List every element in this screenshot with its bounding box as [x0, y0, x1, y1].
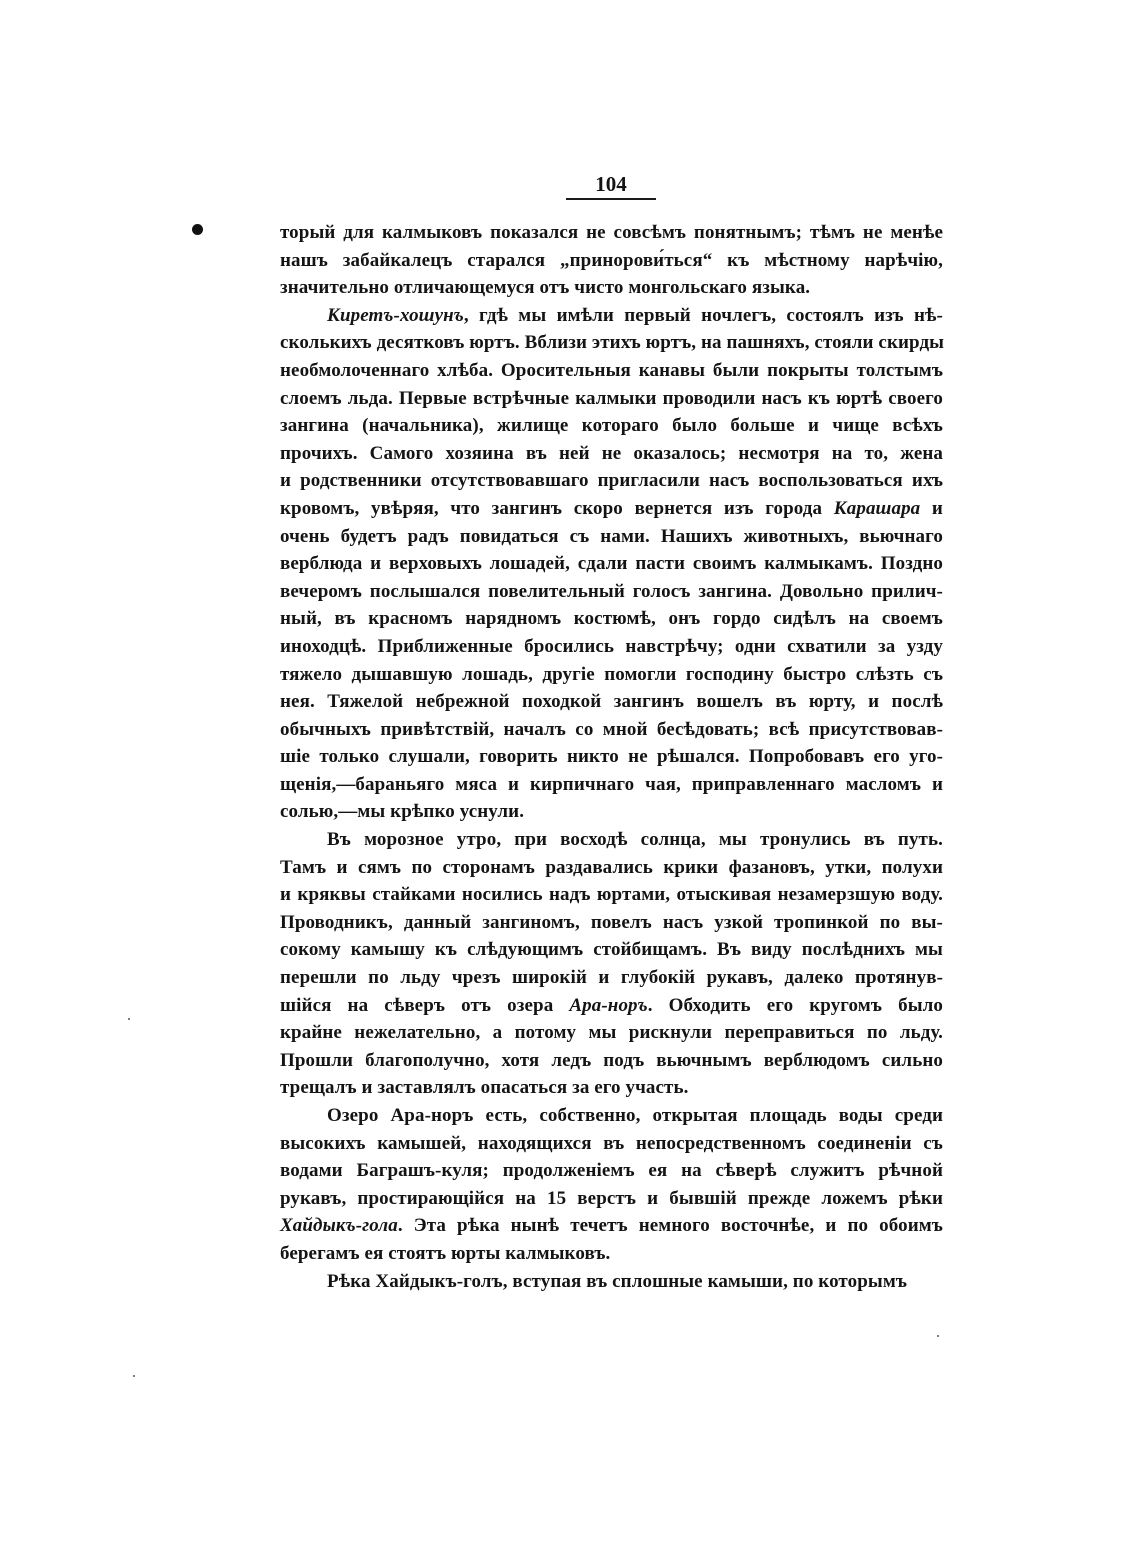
text-run: тяжело дышавшую лошадь, другіе помогли господину быстро слѣзть съ	[280, 663, 943, 685]
page-number: 104	[595, 172, 627, 196]
text-run: сокому камышу къ слѣдующимъ стойбищамъ. Въ виду послѣднихъ мы	[280, 939, 943, 961]
paragraph	[280, 1102, 943, 1268]
text-line	[280, 909, 943, 937]
text-run: высокихъ камышей, находящихся въ непосредственномъ соединеніи съ	[280, 1132, 943, 1154]
text-run: водами Баграшъ-куля; продолженіемъ ея на сѣверѣ служитъ рѣчной	[280, 1160, 943, 1182]
text-line	[280, 633, 943, 661]
body-text	[280, 219, 943, 1295]
text-line	[280, 1157, 943, 1185]
text-run: значительно отличающемуся отъ чисто монгольскаго языка.	[280, 277, 811, 299]
text-run: сколькихъ десятковъ юртъ. Вблизи этихъ юртъ, на пашняхъ, стояли скирды	[280, 332, 945, 354]
text-line	[280, 302, 943, 330]
text-line	[280, 1019, 943, 1047]
text-run: слоемъ льда. Первые встрѣчные калмыки проводили насъ къ юртѣ своего	[280, 387, 943, 409]
text-line	[280, 1102, 943, 1130]
text-line	[280, 992, 943, 1020]
text-run: очень будетъ радъ повидаться съ нами. Нашихъ животныхъ, вьючнаго	[280, 525, 943, 547]
text-line	[280, 798, 943, 826]
text-run: солью,—мы крѣпко уснули.	[280, 801, 525, 823]
text-run: и	[920, 497, 943, 519]
text-line	[280, 1212, 943, 1240]
text-line	[280, 1130, 943, 1158]
scan-speck	[937, 1335, 939, 1337]
text-run: верблюда и верховыхъ лошадей, сдали пасти своимъ калмыкамъ. Поздно	[280, 553, 943, 575]
italic-place-name: Киретъ-хошунъ	[327, 304, 464, 326]
text-run: трещалъ и заставлялъ опасаться за его участь.	[280, 1077, 689, 1099]
paragraph	[280, 302, 943, 826]
text-line	[280, 1185, 943, 1213]
text-line	[280, 881, 943, 909]
text-line	[280, 688, 943, 716]
text-run: вечеромъ послышался повелительный голосъ зангина. Довольно прилич-	[280, 580, 943, 602]
paragraph	[280, 826, 943, 1102]
text-run: нашъ забайкалецъ старался „принорови́ться“ къ мѣстному нарѣчію,	[280, 249, 943, 271]
text-line	[280, 1047, 943, 1075]
text-run: ный, въ красномъ нарядномъ костюмѣ, онъ гордо сидѣлъ на своемъ	[280, 608, 943, 630]
italic-place-name: Карашара	[833, 497, 921, 519]
text-run: необмолоченнаго хлѣба. Оросительныя канавы были покрыты толстымъ	[280, 359, 943, 381]
text-line	[280, 357, 943, 385]
text-run: Тамъ и сямъ по сторонамъ раздавались крики фазановъ, утки, полухи	[280, 856, 943, 878]
text-line	[280, 964, 943, 992]
page-number-rule	[566, 198, 656, 200]
paragraph	[280, 1268, 943, 1296]
text-run: берегамъ ея стоятъ юрты калмыковъ.	[280, 1242, 611, 1264]
text-line	[280, 743, 943, 771]
text-line	[280, 329, 943, 357]
scan-speck	[128, 1018, 130, 1020]
text-run: Озеро Ара-норъ есть, собственно, открытая площадь воды среди	[327, 1105, 943, 1126]
text-run: шійся на сѣверъ отъ озера	[280, 994, 570, 1016]
text-line	[280, 578, 943, 606]
text-run: Рѣка Хайдыкъ-голъ, вступая въ сплошные камыши, по которымъ	[327, 1270, 908, 1292]
text-line	[280, 716, 943, 744]
text-run: Прошли благополучно, хотя ледъ подъ вьючнымъ верблюдомъ сильно	[280, 1049, 943, 1071]
text-run: Въ морозное утро, при восходѣ солнца, мы тронулись въ путь.	[327, 829, 943, 851]
text-line	[280, 219, 943, 247]
italic-place-name: Хайдыкъ-гола	[280, 1215, 398, 1237]
text-line	[280, 1240, 943, 1268]
text-run: торый для калмыковъ показался не совсѣмъ понятнымъ; тѣмъ не менѣе	[280, 222, 943, 243]
text-line	[280, 412, 943, 440]
text-run: Проводникъ, данный зангиномъ, повелъ насъ узкой тропинкой по вы-	[280, 911, 943, 933]
text-line	[280, 523, 943, 551]
text-line	[280, 467, 943, 495]
text-run: и родственники отсутствовавшаго пригласили насъ воспользоваться ихъ	[280, 470, 943, 492]
text-run: , гдѣ мы имѣли первый ночлегъ, состоялъ изъ нѣ-	[463, 304, 943, 326]
text-line	[280, 247, 943, 275]
text-run: зангина (начальника), жилище котораго было больше и чище всѣхъ	[280, 415, 943, 437]
italic-place-name: Ара-норъ	[569, 994, 648, 1016]
text-run: иноходцѣ. Приближенные бросились навстрѣчу; одни схватили за узду	[280, 635, 943, 657]
text-run: крайне нежелательно, а потому мы рискнули переправиться по льду.	[280, 1022, 943, 1044]
text-run: . Эта рѣка нынѣ течетъ немного восточнѣе, и по обоимъ	[397, 1215, 943, 1237]
text-line	[280, 550, 943, 578]
text-run: нея. Тяжелой небрежной походкой зангинъ вошелъ въ юрту, и послѣ	[280, 691, 943, 713]
text-line	[280, 1268, 943, 1296]
text-line	[280, 385, 943, 413]
text-run: обычныхъ привѣтствій, началъ со мной бесѣдовать; всѣ присутствовав-	[280, 718, 943, 740]
text-line	[280, 854, 943, 882]
text-line	[280, 274, 943, 302]
text-line	[280, 771, 943, 799]
text-run: шіе только слушали, говорить никто не рѣшался. Попробовавъ его уго-	[280, 746, 943, 768]
text-line	[280, 1074, 943, 1102]
text-line	[280, 440, 943, 468]
margin-bullet-mark	[192, 224, 203, 235]
text-run: и кряквы стайками носились надъ юртами, отыскивая незамерзшую воду.	[280, 884, 943, 906]
text-run: рукавъ, простирающійся на 15 верстъ и бывшій прежде ложемъ рѣки	[280, 1187, 943, 1209]
text-run: прочихъ. Самого хозяина въ ней не оказалось; несмотря на то, жена	[280, 442, 943, 464]
text-run: перешли по льду чрезъ широкій и глубокій рукавъ, далеко протянув-	[280, 967, 943, 989]
text-run: щенія,—бараньяго мяса и кирпичнаго чая, приправленнаго масломъ и	[280, 773, 943, 795]
text-run: кровомъ, увѣряя, что зангинъ скоро вернется изъ города	[280, 497, 834, 519]
text-run: . Обходить его кругомъ было	[647, 994, 943, 1016]
text-line	[280, 495, 943, 523]
text-line	[280, 605, 943, 633]
text-line	[280, 936, 943, 964]
text-line	[280, 826, 943, 854]
scan-speck	[133, 1375, 135, 1377]
paragraph	[280, 219, 943, 302]
text-line	[280, 661, 943, 689]
